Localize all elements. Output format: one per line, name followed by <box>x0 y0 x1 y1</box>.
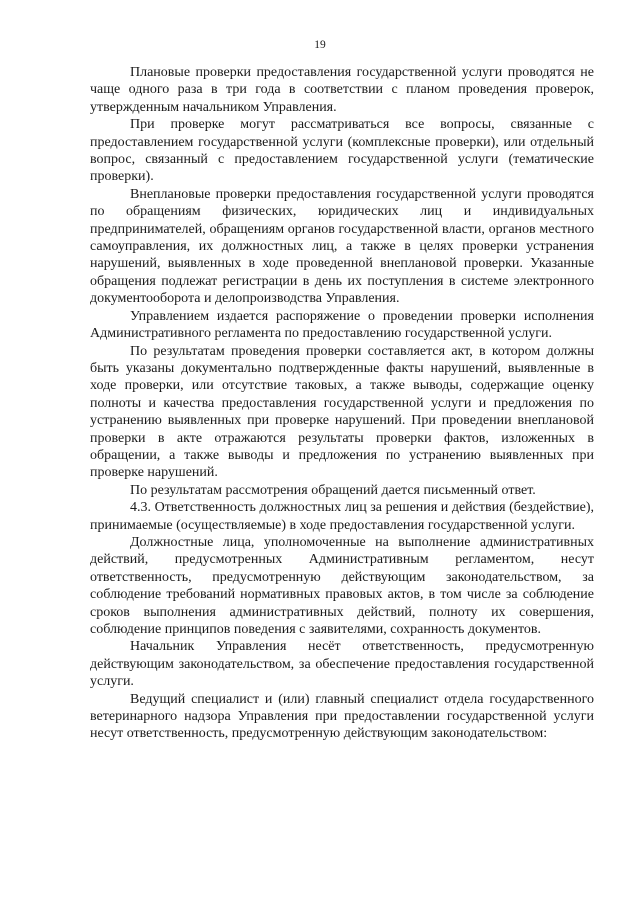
page-number: 19 <box>314 39 326 51</box>
paragraph-inspection-act: По результатам проведения проверки составляется акт, в котором должны быть указаны документально подтвержденные факты нарушений, выявленные в ходе проверки, или отсутствие таковых, а также выводы, содержащие оценку полноты и качества предоставления государственной услуги и предложения по устранению выявленных при проверке нарушений. При проведении внеплановой проверки в акте отражаются результаты проверки фактов, изложенных в обращении, а также выводы и предложения по устранению выявленных при проверке нарушений. <box>90 343 594 481</box>
paragraph-specialists-responsibility: Ведущий специалист и (или) главный специалист отдела государственного ветеринарного надзора Управления при предоставлении государственной услуги несут ответственность, предусмотренную действующим законодательством: <box>90 691 594 742</box>
paragraph-officials-responsibility: Должностные лица, уполномоченные на выполнение административных действий, предусмотренных Административным регламентом, несут ответственность, предусмотренную действующим законодательством, за соблюдение требований нормативных правовых актов, в том числе за соблюдение сроков выполнения административных действий, полноту их совершения, соблюдение принципов поведения с заявителями, сохранность документов. <box>90 534 594 637</box>
paragraph-unplanned-inspections: Внеплановые проверки предоставления государственной услуги проводятся по обращениям физических, юридических лиц и индивидуальных предпринимателей, обращениям органов государственной власти, органов местного самоуправления, их должностных лиц, а также в целях проверки устранения нарушений, выявленных в ходе проведенной внеплановой проверки. Указанные обращения подлежат регистрации в день их поступления в системе электронного документооборота и делопроизводства Управления. <box>90 186 594 307</box>
paragraph-planned-inspections: Плановые проверки предоставления государственной услуги проводятся не чаще одного раза в три года в соответствии с планом проведения проверок, утвержденным начальником Управления. <box>90 65 594 115</box>
paragraph-head-responsibility: Начальник Управления несёт ответственность, предусмотренную действующим законодательством, за обеспечение предоставления государственной услуги. <box>90 639 594 690</box>
section-heading-4-3: 4.3. Ответственность должностных лиц за решения и действия (бездействие), принимаемые (осуществляемые) в ходе предоставления государственной услуги. <box>90 500 594 533</box>
document-body <box>90 64 594 743</box>
paragraph-inspection-scope: При проверке могут рассматриваться все вопросы, связанные с предоставлением государственной услуги (комплексные проверки), или отдельный вопрос, связанный с предоставлением государственной услуги (тематические проверки). <box>90 117 594 185</box>
paragraph-inspection-order: Управлением издается распоряжение о проведении проверки исполнения Административного регламента по предоставлению государственной услуги. <box>90 308 594 342</box>
paragraph-written-response: По результатам рассмотрения обращений дается письменный ответ. <box>130 482 536 498</box>
